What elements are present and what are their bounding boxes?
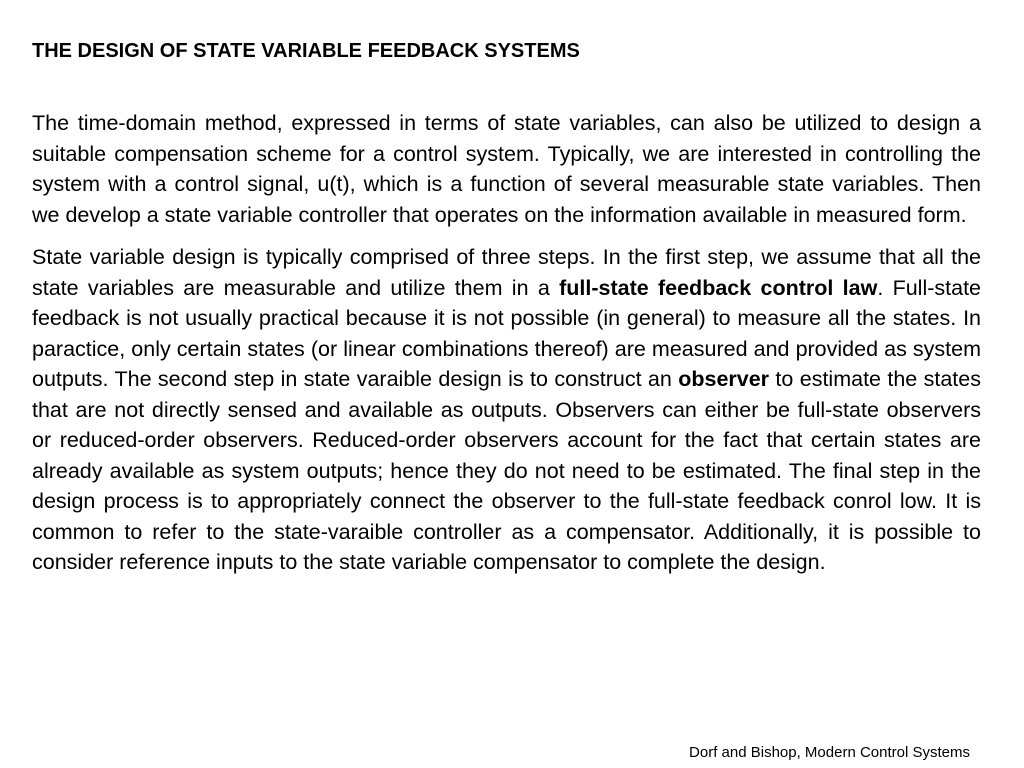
paragraph-steps-text-2: . Full-state feedback is not usually practical because it is not possible (in general) to measure all the states. In paractice, only certain states (or linear combinations thereof) are measured and provided as system outputs. The second step in state varaible design is to construct an	[32, 275, 981, 391]
citation: Dorf and Bishop, Modern Control Systems	[689, 744, 970, 761]
slide-title: THE DESIGN OF STATE VARIABLE FEEDBACK SYSTEMS	[32, 40, 580, 62]
paragraph-steps	[32, 242, 981, 578]
paragraph-steps-text-1: State variable design is typically comprised of three steps. In the first step, we assume that all the state variables are measurable and utilize them in a	[32, 245, 981, 300]
slide-body	[32, 108, 981, 578]
term-observer: observer	[678, 367, 770, 391]
paragraph-steps-text-3: to estimate the states that are not directly sensed and available as outputs. Observers can either be full-state observers or reduced-order observers. Reduced-order observers account for the fact that certain states are already available as system outputs; hence they do not need to be estimated. The final step in the design process is to appropriately connect the observer to the full-state feedback conrol low. It is common to refer to the state-varaible controller as a compensator. Additionally, it is possible to consider reference inputs to the state variable compensator to complete the design.	[32, 367, 981, 574]
paragraph-intro: The time-domain method, expressed in terms of state variables, can also be utilized to design a suitable compensation scheme for a control system. Typically, we are interested in controlling the system with a control signal, u(t), which is a function of several measurable state variables. Then we develop a state variable controller that operates on the information available in measured form.	[32, 111, 981, 227]
term-full-state-feedback: full-state feedback control law	[559, 275, 878, 300]
